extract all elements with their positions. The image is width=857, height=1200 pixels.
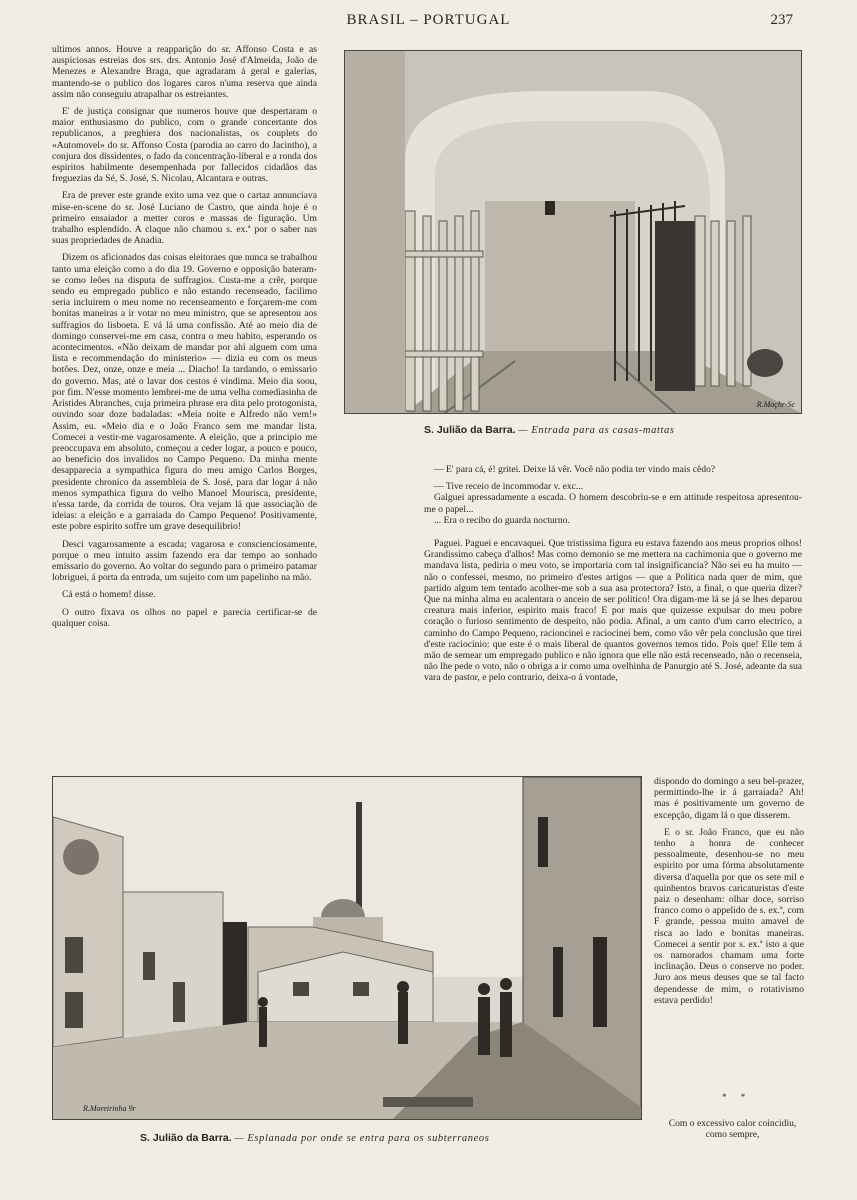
page-number: 237 (770, 12, 793, 28)
paragraph: — Tive receio de incommodar v. exc... (434, 481, 584, 493)
paragraph: Galguei apressadamente a escada. O homem descobriu-se e em attitude respeitosa apresentou-me o papel... (424, 492, 802, 515)
paragraph: Com o excessivo calor coincidiu, como sempre, (668, 1118, 797, 1141)
left-text-column (52, 44, 317, 756)
paragraph: Desci vagarosamente a escada; vagarosa e conscienciosamente, porque o meu intuito assim fazendo era dar tempo ao sonhado emissario do governo. Ao voltar do segundo para o primeiro patamar lobriguei, á porta da entrada, um sujeito com um papelinho na mão. (52, 538, 317, 584)
narrow-text-column (654, 776, 804, 1076)
top-photo-caption (424, 424, 675, 436)
bottom-photo-caption (140, 1132, 489, 1144)
photo-signature: R.Moreirinha 9r (83, 1104, 136, 1113)
section-ornament: * * (722, 1092, 752, 1102)
paragraph: — E' para cá, é! gritei. Deixe lá vêr. Você não podia ter vindo mais cêdo? (434, 464, 716, 475)
running-header-title: BRASIL – PORTUGAL (346, 12, 511, 28)
paragraph: Dizem os aficionados das coisas eleitoraes que nunca se trabalhou tanto uma eleição como a do dia 19. Governo e opposição bateram-se como leões na disputa de suffragios. Custa-me a crêr, porque sendo eu empregado publico e não estando recenseado, facilimo seria incluirem o meu nome no recenseamento e forçarem-me com bonitas maneiras a ir votar no meu ministro, que se apresentou aos suffragios do lisboeta. E vá lá uma confissão. Até ao meio dia de domingo conservei-me em casa, contra o meu habito, esperando os acontecimentos. «Não deixam de mandar por ahi alguem com uma lista e recommendação do ministerio» — dizia eu com os meus botões. Dez, onze, onze e meia ... Diacho! Ia tardando, o emissario do governo. Mas, até o lavar dos cestos é vindima. Meio dia soou, por fim. N'esse momento lembrei-me de uma velha comediasinha de Aristides Abranches, cuja primeira phrase era dita pelo protogonista, ouvindo soar doze badaladas: «Meia noite e Alfredo não vem!» Assim, eu. «Meio dia e o João Franco sem me mandar lista. Comecei a vestir-me vagarosamente. A eleição, que a principio me preoccupava em absoluto, começou a ceder logar, a pouco e pouco, ao beneficio dos invalidos no Campo Pequeno. Da minha mente desapparecia a sympathica figura do meu amigo Carlos Borges, presidente chronico da assembleia de S. José, para dar logar á não menos sympathica figura do velho Manoel Mourisca, presidente, n'essa tarde, da corrida de touros. Ora vejam lá que associação de ideias: a eleição e a garraiada do Campo Pequeno! Positivamente, este pobre espirito soffre um grave desequilibrio! (52, 252, 317, 533)
paragraph: Cá está o homem! disse. (62, 589, 156, 601)
caption-text: — Entrada para as casas-mattas (518, 425, 675, 436)
esplanade-illustration (53, 777, 641, 1119)
right-text-column (424, 464, 802, 774)
paragraph: ... Era o recibo do guarda nocturno. (434, 514, 570, 526)
paragraph: E o sr. João Franco, que eu não tenho a honra de conhecer pessoalmente, desenhou-se no meu espirito por uma fórma absolutamente diversa d'aquella por que os sete mil e quinhentos bravos caricaturistas d'este paiz o desenham: olhar doce, sorriso franco como o appelido de s. ex.ª, com F grande, pessoa muito amavel de risca ao lado e bonitas maneiras. Comecei a sentir por s. ex.ª isto a que os namorados chamam uma forte inclinação. Deus o conserve no poder. Juro aos meus deuses que se tal facto dependesse de mim, o rotativismo estava perdido! (654, 826, 804, 1006)
paragraph: E' de justiça consignar que numeros houve que despertaram o maior enthusiasmo do publico, com o grande concertante dos republicanos, a preghiera dos nacionalistas, os couplets do «Automovel» do sr. Affonso Costa (parodia ao carro do Jacintho), a conjura dos dissidentes, o fado da concentração-liberal e a ronda dos espiritos habilmente desempenhada por fallecidos cidadãos das freguezias da Sé, S. José, S. Nicolau, Alcantara e outras. (52, 106, 317, 185)
caption-text: — Esplanada por onde se entra para os subterraneos (234, 1133, 490, 1144)
paragraph: ultimos annos. Houve a reapparição do sr. Affonso Costa e as auspiciosas estreias dos srs. drs. Antonio José d'Almeida, João de Menezes e Alexandre Braga, que agradaram á geral e galerias, mantendo-se o publico dos logares caros n'uma reserva que ainda assim não conseguiu atrapalhar os estreiantes. (52, 44, 317, 100)
photo-esplanade (52, 776, 642, 1120)
caption-title: S. Julião da Barra. (140, 1132, 232, 1144)
caption-title: S. Julião da Barra. (424, 424, 516, 436)
paragraph: O outro fixava os olhos no papel e parecia certificar-se de qualquer coisa. (52, 606, 317, 629)
casemate-illustration (345, 51, 801, 413)
photo-signature: R.Moçhr-Sc (756, 400, 795, 409)
paragraph: dispondo do domingo a seu bel-prazer, permittindo-lhe ir á garraiada? Ah! mas é positivamente um governo de excepção, digam lá o que disserem. (654, 776, 804, 821)
paragraph: Paguei. Paguei e encavaquei. Que tristissima figura eu estava fazendo aos meus proprios olhos! Grandissimo cabeça d'alhos! Mas como demonio se me mettera na cachimonia que o governo me mandava lista, pediria o meu voto, se importaria com tal insignificancia? Não sei eu ha muito — não o confessei, mesmo, no primeiro d'estes artigos — que a Politica nada quer de mim, que partido algum tem tentado acolher-me sob a sua asa protectora? Isto, a final, o que queria dizer? Que na minha alma eu acalentara o anceio de ser politico! Ora digam-me lá se já se lhes deparou creatura mais inferior, espirito mais fraco! E por mais que quizesse expulsar do meu pobre coração o furioso sentimento de despeito, não podia. Afinal, a um canto d'um carro electrico, a caminho do Campo Pequeno, racioncinei e raciocinei bem, como vão vêr pela conclusão que tirei d'este raciocinio: que este é o mais liberal de quantos governos temos tido. Pois que! Elle tem á mão de semear um empregado publico e não ignora que elle não está recenseado, não o recenseia, não lhe pede o voto, não o obriga a ir como uma ovelhinha de Panurgio até S. José, adeante da sua vara de pastor, e pelo contrario, deixa-o á vontade, (424, 538, 802, 684)
paragraph: Era de prever este grande exito uma vez que o cartaz annunciava mise-en-scene do sr. José Luciano de Castro, que ainda hoje é o primeiro ensaiador a metter coros e massas de figuração. Um trabalho esplendido. A claque não chamou s. ex.ª por o saber nas suas propriedades de Anadia. (52, 190, 317, 247)
photo-casemate-entrance (344, 50, 802, 414)
narrow-column-continuation (660, 1118, 805, 1146)
